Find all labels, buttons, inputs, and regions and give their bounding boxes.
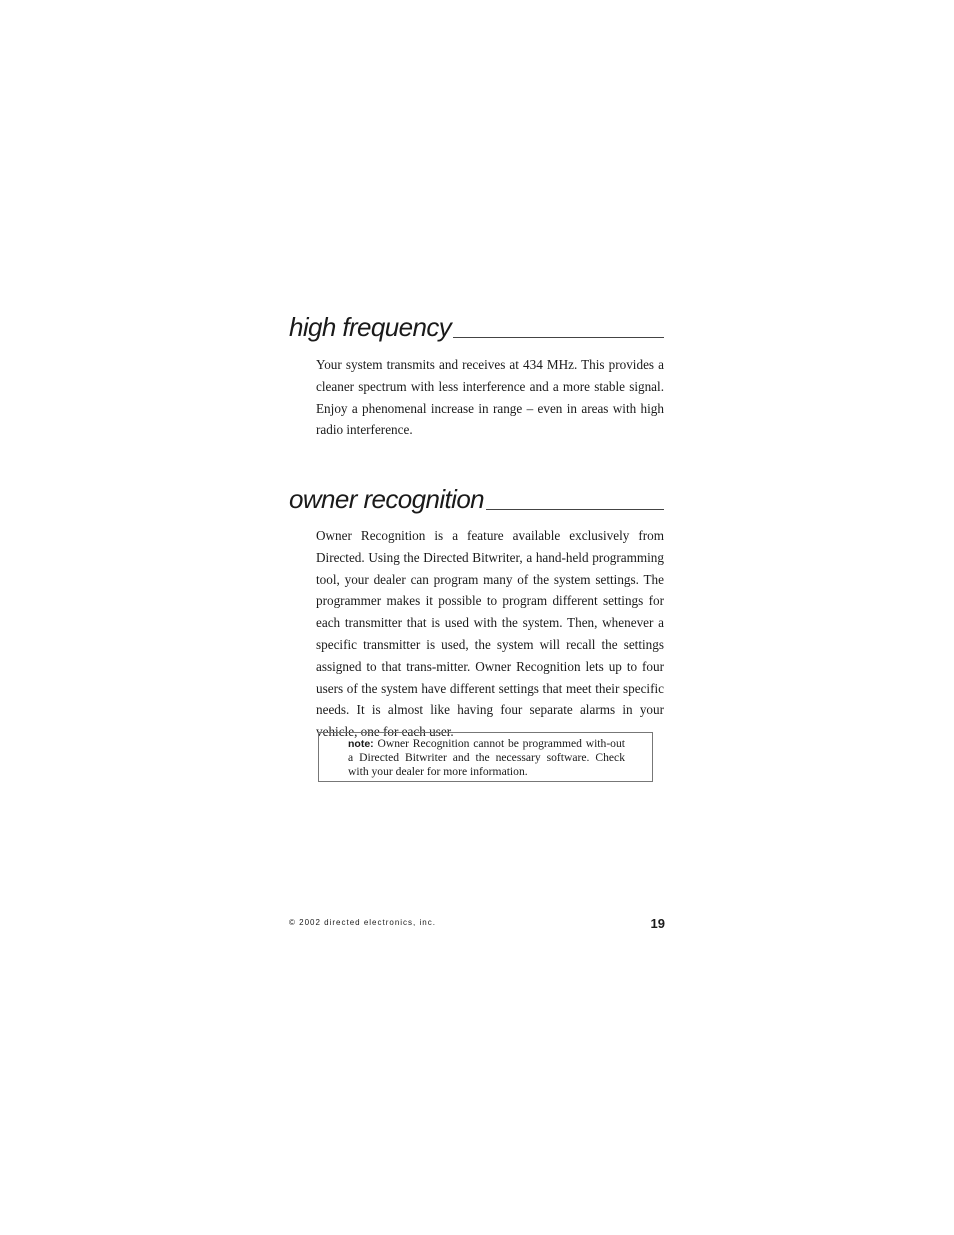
section-body-owner-recognition: Owner Recognition is a feature available exclusively from Directed. Using the Directed Bitwriter, a hand-held programming tool, your dealer can program many of the system settings. The programmer makes it possible to program different settings for each transmitter that is used with the system. Then, whenever a specific transmitter is used, the system will recall the settings assigned to that trans-mitter. Owner Recognition lets up to four users of the system have different settings that meet their specific needs. It is almost like having four separate alarms in your vehicle, one for each user.	[316, 528, 664, 740]
footer-copyright: © 2002 directed electronics, inc.	[289, 918, 436, 927]
note-box	[318, 732, 653, 782]
section-heading-high-frequency	[289, 309, 664, 342]
page-number: 19	[650, 916, 665, 931]
section-title: high frequency	[289, 312, 452, 342]
note-label: note:	[348, 738, 374, 750]
section-title: owner recognition	[289, 484, 485, 514]
note-content	[348, 737, 625, 779]
note-text: Owner Recognition cannot be programmed with-out a Directed Bitwriter and the necessary software. Check with your dealer for more information.	[348, 737, 625, 778]
section-heading-owner-recognition	[289, 481, 664, 514]
section-body-high-frequency: Your system transmits and receives at 434 MHz. This provides a cleaner spectrum with less interference and a more stable signal. Enjoy a phenomenal increase in range – even in areas with high radio interference.	[316, 357, 664, 438]
